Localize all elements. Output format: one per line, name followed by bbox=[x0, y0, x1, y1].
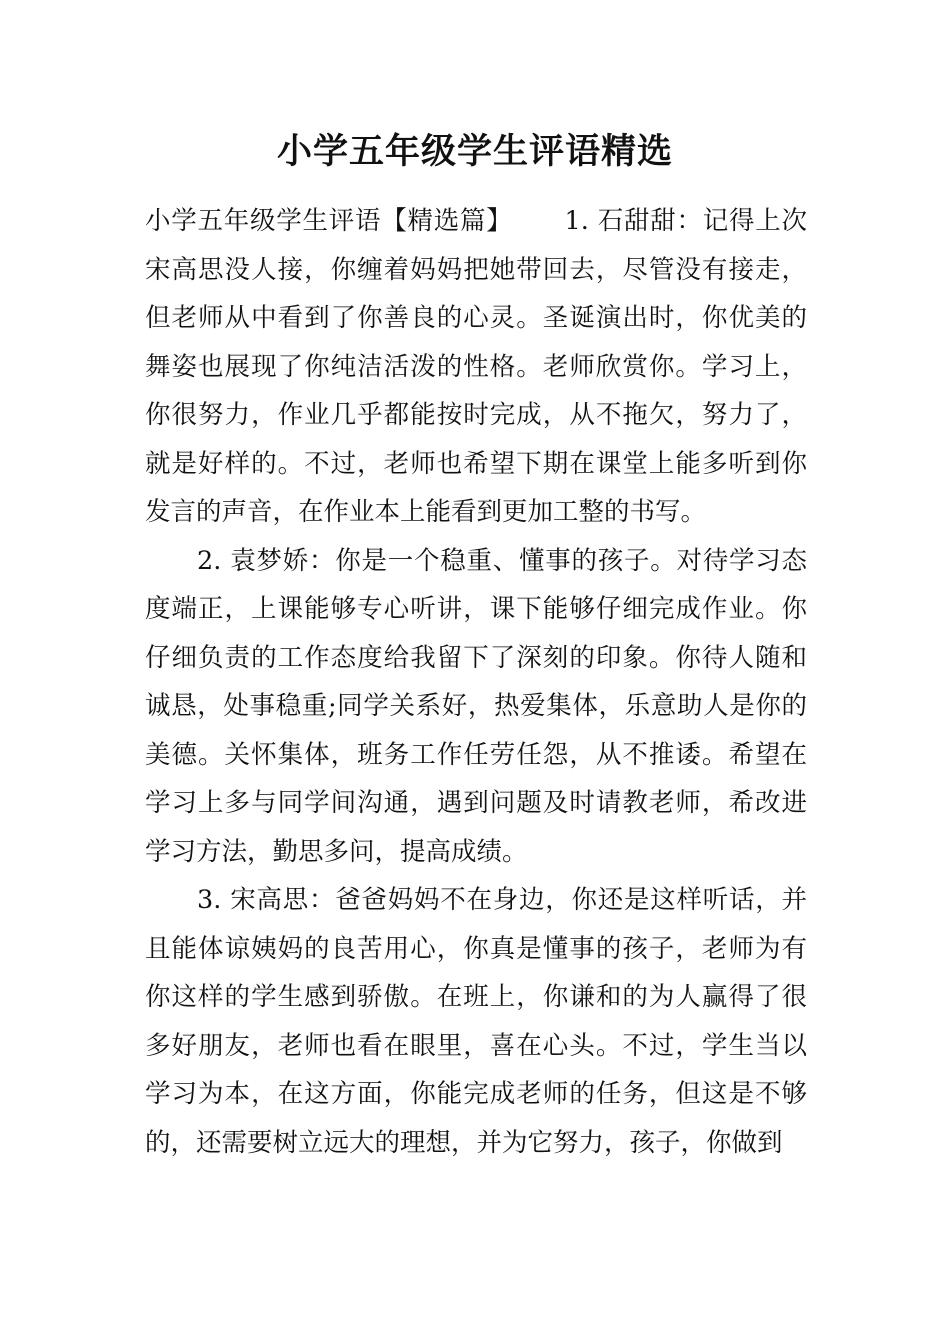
paragraph-1 bbox=[145, 197, 807, 537]
document-body bbox=[145, 197, 807, 1167]
paragraph-2: 2. 袁梦娇：你是一个稳重、懂事的孩子。对待学习态度端正，上课能够专心听讲，课下能够仔细完成作业。你仔细负责的工作态度给我留下了深刻的印象。你待人随和诚恳，处事稳重;同学关系好，热爱集体，乐意助人是你的美德。关怀集体，班务工作任劳任怨，从不推诿。希望在学习上多与同学间沟通，遇到问题及时请教老师，希改进学习方法，勤思多问，提高成绩。 bbox=[145, 545, 807, 867]
paragraph-1-text: 1. 石甜甜：记得上次宋高思没人接，你缠着妈妈把她带回去，尽管没有接走，但老师从中看到了你善良的心灵。圣诞演出时，你优美的舞姿也展现了你纯洁活泼的性格。老师欣赏你。学习上，你很努力，作业几乎都能按时完成，从不拖欠，努力了，就是好样的。不过，老师也希望下期在课堂上能多听到你发言的声音，在作业本上能看到更加工整的书写。 bbox=[145, 206, 807, 527]
page-title: 小学五年级学生评语精选 bbox=[276, 132, 673, 172]
paragraph-3: 3. 宋高思：爸爸妈妈不在身边，你还是这样听话，并且能体谅姨妈的良苦用心，你真是懂事的孩子，老师为有你这样的学生感到骄傲。在班上，你谦和的为人赢得了很多好朋友，老师也看在眼里，喜在心头。不过，学生当以学习为本，在这方面，你能完成老师的任务，但这是不够的，还需要树立远大的理想，并为它努力，孩子，你做到 bbox=[145, 885, 807, 1158]
intro-heading: 小学五年级学生评语【精选篇】 bbox=[145, 206, 513, 236]
